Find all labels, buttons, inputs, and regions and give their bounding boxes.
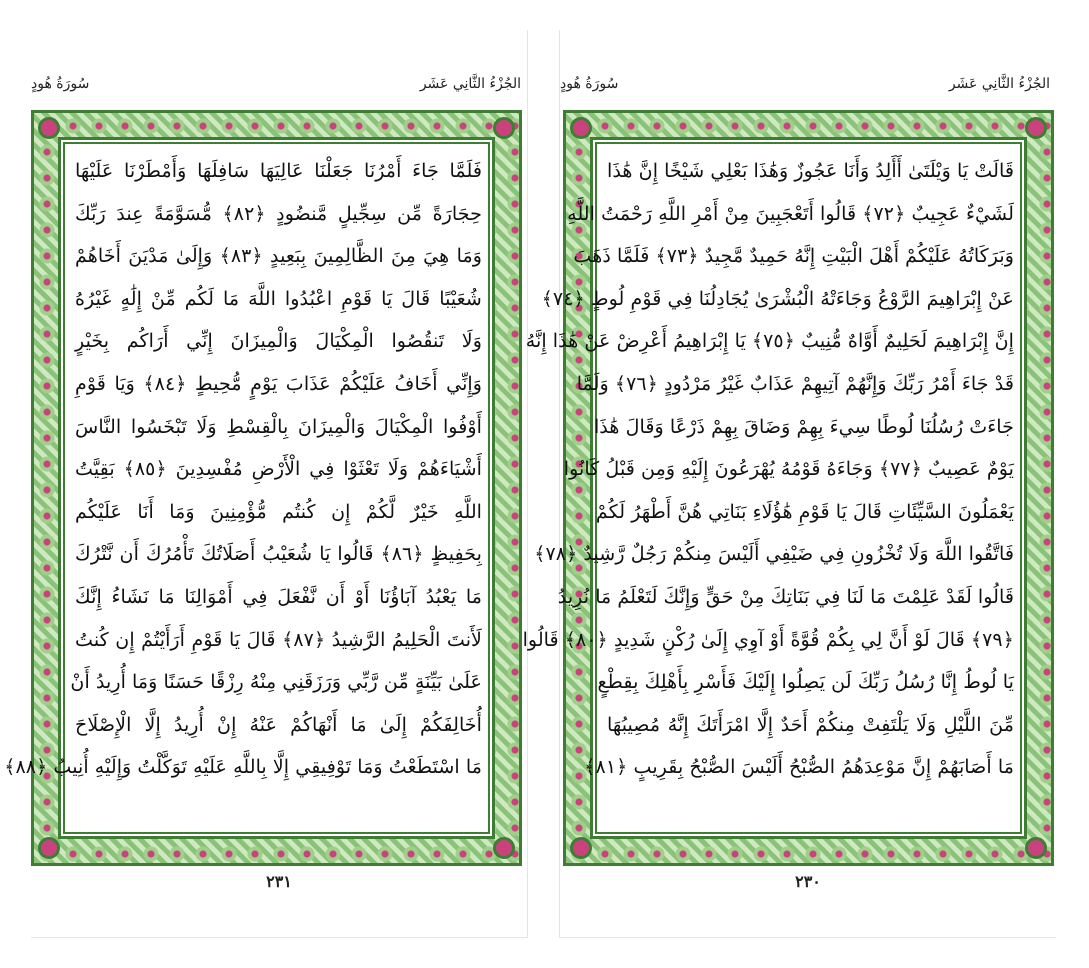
- verse-line: أَشْيَاءَهُمْ وَلَا تَعْثَوْا فِي الْأَرْضِ مُفْسِدِينَ ﴿٨٥﴾ بَقِيَّتُ: [75, 457, 482, 481]
- verse-lines: [4, 150, 483, 826]
- corner-rosette-icon: [38, 837, 60, 859]
- verse-line: عَنْ إِبْرَاهِيمَ الرَّوْعُ وَجَاءَتْهُ الْبُشْرَىٰ يُجَادِلُنَا فِي قَوْمِ لُوطٍ ﴿٧٤﴾: [541, 286, 1014, 310]
- corner-rosette-icon: [493, 117, 515, 139]
- juz-label: الجُزْءُ الثَّانِي عَشَر: [419, 76, 521, 92]
- ornamental-frame: [522, 110, 1054, 866]
- verse-line: مَا أَصَابَهُمْ إِنَّ مَوْعِدَهُمُ الصُّبْحُ أَلَيْسَ الصُّبْحُ بِقَرِيبٍ ﴿٨١﴾: [584, 755, 1014, 779]
- verse-line: قَدْ جَاءَ أَمْرُ رَبِّكَ وَإِنَّهُمْ آتِيهِمْ عَذَابٌ غَيْرُ مَرْدُودٍ ﴿٧٦﴾ وَلَمَّا: [576, 371, 1014, 395]
- verse-line: شُعَيْبًا قَالَ يَا قَوْمِ اعْبُدُوا اللَّهَ مَا لَكُم مِّنْ إِلَٰهٍ غَيْرُهُ: [75, 286, 482, 310]
- verse-line: حِجَارَةً مِّن سِجِّيلٍ مَّنضُودٍ ﴿٨٢﴾ مُّسَوَّمَةً عِندَ رَبِّكَ: [75, 201, 482, 225]
- corner-rosette-icon: [1025, 117, 1047, 139]
- verse-line: يَا لُوطُ إِنَّا رُسُلُ رَبِّكَ لَن يَصِلُوا إِلَيْكَ فَأَسْرِ بِأَهْلِكَ بِقِطْعٍ: [597, 670, 1014, 694]
- verse-line: اللَّهِ خَيْرٌ لَّكُمْ إِن كُنتُم مُّؤْمِنِينَ وَمَا أَنَا عَلَيْكُم: [75, 499, 482, 523]
- verse-line: مَا يَعْبُدُ آبَاؤُنَا أَوْ أَن نَّفْعَلَ فِي أَمْوَالِنَا مَا نَشَاءُ إِنَّكَ: [75, 584, 482, 608]
- verse-line: يَعْمَلُونَ السَّيِّئَاتِ قَالَ يَا قَوْمِ هَٰؤُلَاءِ بَنَاتِي هُنَّ أَطْهَرُ لَكُمْ: [595, 499, 1014, 523]
- mushaf-page-231[interactable]: [4, 30, 528, 938]
- verse-line: قَالَتْ يَا وَيْلَتَىٰ أَأَلِدُ وَأَنَا عَجُوزٌ وَهَٰذَا بَعْلِي شَيْخًا إِنَّ هَٰذَا: [607, 159, 1014, 182]
- juz-label: الجُزْءُ الثَّانِي عَشَر: [948, 76, 1050, 92]
- verse-line: وَلَا تَنقُصُوا الْمِكْيَالَ وَالْمِيزَانَ إِنِّي أَرَاكُم بِخَيْرٍ: [75, 329, 482, 353]
- verse-line: يَوْمٌ عَصِيبٌ ﴿٧٧﴾ وَجَاءَهُ قَوْمُهُ يُهْرَعُونَ إِلَيْهِ وَمِن قَبْلُ كَانُوا: [563, 457, 1014, 481]
- verse-line: وَمَا هِيَ مِنَ الظَّالِمِينَ بِبَعِيدٍ ﴿٨٣﴾ وَإِلَىٰ مَدْيَنَ أَخَاهُمْ: [75, 244, 482, 268]
- mushaf-page-230[interactable]: [522, 30, 1056, 938]
- page-header: [31, 74, 527, 98]
- verse-line: وَبَرَكَاتُهُ عَلَيْكُمْ أَهْلَ الْبَيْتِ إِنَّهُ حَمِيدٌ مَّجِيدٌ ﴿٧٣﴾ فَلَمَّا ذَهَبَ: [573, 244, 1014, 268]
- verse-line: ﴿٧٩﴾ قَالَ لَوْ أَنَّ لِي بِكُمْ قُوَّةً أَوْ آوِي إِلَىٰ رُكْنٍ شَدِيدٍ ﴿٨٠﴾ قَالُوا: [522, 627, 1014, 651]
- ornamental-frame: [4, 110, 522, 866]
- page-number: ٢٣٠: [795, 872, 821, 891]
- verse-line: جَاءَتْ رُسُلُنَا لُوطًا سِيءَ بِهِمْ وَضَاقَ بِهِمْ ذَرْعًا وَقَالَ هَٰذَا: [593, 414, 1014, 438]
- verse-line: فَلَمَّا جَاءَ أَمْرُنَا جَعَلْنَا عَالِيَهَا سَافِلَهَا وَأَمْطَرْنَا عَلَيْهَا: [75, 159, 482, 182]
- corner-rosette-icon: [493, 837, 515, 859]
- corner-rosette-icon: [570, 837, 592, 859]
- text-panel: [4, 137, 495, 839]
- verse-line: لَأَنتَ الْحَلِيمُ الرَّشِيدُ ﴿٨٧﴾ قَالَ يَا قَوْمِ أَرَأَيْتُمْ إِن كُنتُ: [75, 627, 482, 651]
- verse-line: عَلَىٰ بَيِّنَةٍ مِّن رَّبِّي وَرَزَقَنِي مِنْهُ رِزْقًا حَسَنًا وَمَا أُرِيدُ أَنْ: [70, 670, 482, 694]
- text-panel: [522, 137, 1027, 839]
- corner-rosette-icon: [38, 117, 60, 139]
- verse-line: بِحَفِيظٍ ﴿٨٦﴾ قَالُوا يَا شُعَيْبُ أَصَلَاتُكَ تَأْمُرُكَ أَن نَّتْرُكَ: [75, 542, 482, 566]
- verse-line: أَوْفُوا الْمِكْيَالَ وَالْمِيزَانَ بِالْقِسْطِ وَلَا تَبْخَسُوا النَّاسَ: [75, 414, 482, 438]
- verse-line: مِّنَ اللَّيْلِ وَلَا يَلْتَفِتْ مِنكُمْ أَحَدٌ إِلَّا امْرَأَتَكَ إِنَّهُ مُصِيبُهَا: [607, 712, 1014, 736]
- verse-line: قَالُوا لَقَدْ عَلِمْتَ مَا لَنَا فِي بَنَاتِكَ مِنْ حَقٍّ وَإِنَّكَ لَتَعْلَمُ مَا نُرِيدُ: [557, 584, 1014, 608]
- page-header: [560, 74, 1056, 98]
- verse-lines: [522, 150, 1014, 826]
- verse-line: فَاتَّقُوا اللَّهَ وَلَا تُخْزُونِ فِي ضَيْفِي أَلَيْسَ مِنكُمْ رَجُلٌ رَّشِيدٌ ﴿٧٨﴾: [534, 542, 1014, 566]
- surah-label: سُورَةُ هُودٍ: [31, 76, 90, 92]
- verse-line: وَإِنِّي أَخَافُ عَلَيْكُمْ عَذَابَ يَوْمٍ مُّحِيطٍ ﴿٨٤﴾ وَيَا قَوْمِ: [75, 371, 483, 395]
- corner-rosette-icon: [1025, 837, 1047, 859]
- verse-line: لَشَيْءٌ عَجِيبٌ ﴿٧٢﴾ قَالُوا أَتَعْجَبِينَ مِنْ أَمْرِ اللَّهِ رَحْمَتُ اللَّهِ: [567, 201, 1014, 225]
- verse-line: أُخَالِفَكُمْ إِلَىٰ مَا أَنْهَاكُمْ عَنْهُ إِنْ أُرِيدُ إِلَّا الْإِصْلَاحَ: [75, 712, 482, 736]
- surah-label: سُورَةُ هُودٍ: [560, 76, 619, 92]
- verse-line: مَا اسْتَطَعْتُ وَمَا تَوْفِيقِي إِلَّا بِاللَّهِ عَلَيْهِ تَوَكَّلْتُ وَإِلَيْهِ أُنِيبُ ﴿٨٨﴾: [4, 755, 482, 779]
- page-number: ٢٣١: [266, 872, 292, 891]
- corner-rosette-icon: [570, 117, 592, 139]
- verse-line: إِنَّ إِبْرَاهِيمَ لَحَلِيمٌ أَوَّاهٌ مُّنِيبٌ ﴿٧٥﴾ يَا إِبْرَاهِيمُ أَعْرِضْ عَنْ هَٰذَا إِنَّهُ: [525, 329, 1014, 353]
